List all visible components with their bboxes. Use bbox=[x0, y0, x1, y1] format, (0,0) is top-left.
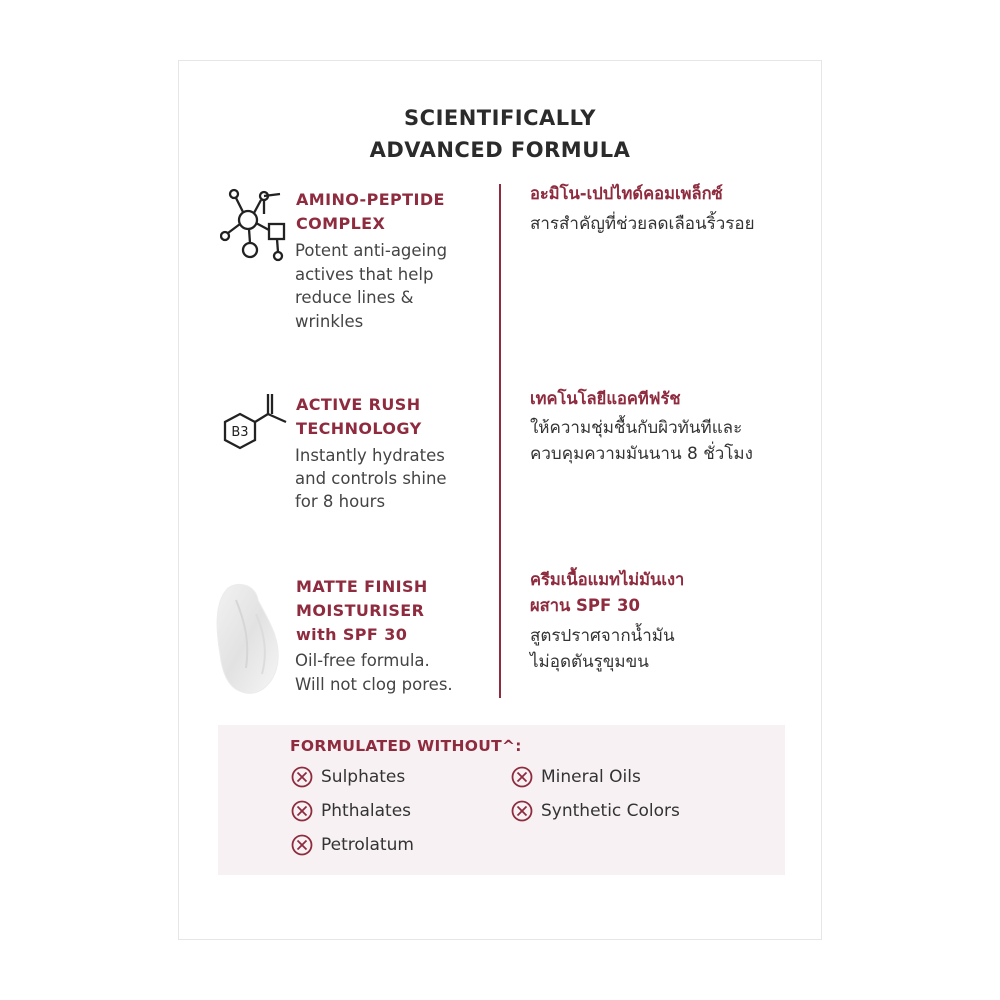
ingredient-label: Phthalates bbox=[321, 801, 412, 821]
thai-description-line: ให้ความชุ่มชื้นกับผิวทันทีและ bbox=[530, 418, 743, 438]
feature-description-line: actives that help bbox=[295, 265, 434, 284]
feature-description-line: Potent anti-ageing bbox=[295, 241, 448, 260]
cream-swatch-icon bbox=[206, 580, 286, 700]
b3-hexagon-icon bbox=[220, 392, 290, 456]
excluded-ingredient bbox=[291, 800, 411, 822]
thai-heading-line: อะมิโน-เปปไทด์คอมเพล็กซ์ bbox=[530, 184, 723, 203]
feature-heading-line: AMINO-PEPTIDE bbox=[296, 190, 445, 209]
thai-description-line: ไม่อุดตันรูขุมขน bbox=[530, 652, 649, 672]
feature-heading-line: MOISTURISER bbox=[296, 601, 425, 620]
thai-heading-line: เทคโนโลยีแอคทีฟรัช bbox=[530, 389, 681, 408]
ingredient-label: Mineral Oils bbox=[541, 767, 641, 787]
excluded-ingredient bbox=[511, 800, 680, 822]
feature-description-line: for 8 hours bbox=[295, 492, 386, 511]
feature-heading-line: ACTIVE RUSH bbox=[296, 395, 421, 414]
ingredient-label: Sulphates bbox=[321, 767, 406, 787]
column-divider bbox=[499, 184, 501, 698]
thai-heading-line: ครีมเนื้อแมทไม่มันเงา bbox=[530, 570, 685, 589]
thai-description-line: สารสำคัญที่ช่วยลดเลือนริ้วรอย bbox=[530, 214, 755, 234]
feature-description-line: wrinkles bbox=[295, 312, 364, 331]
section-title-line2: ADVANCED FORMULA bbox=[369, 138, 631, 162]
excluded-ingredient bbox=[291, 834, 414, 856]
x-circle-icon bbox=[291, 800, 313, 822]
section-title-line1: SCIENTIFICALLY bbox=[404, 106, 596, 130]
feature-heading-line: COMPLEX bbox=[296, 214, 386, 233]
feature-heading-line: MATTE FINISH bbox=[296, 577, 428, 596]
feature-description-line: Instantly hydrates bbox=[295, 446, 445, 465]
thai-description-line: สูตรปราศจากน้ำมัน bbox=[530, 626, 675, 646]
molecule-network-icon bbox=[220, 186, 292, 262]
formulated-without-title: FORMULATED WITHOUT^: bbox=[290, 737, 522, 755]
x-circle-icon bbox=[511, 766, 533, 788]
thai-description-line: ควบคุมความมันนาน 8 ชั่วโมง bbox=[530, 444, 753, 464]
x-circle-icon bbox=[291, 834, 313, 856]
ingredient-label: Petrolatum bbox=[321, 835, 414, 855]
x-circle-icon bbox=[291, 766, 313, 788]
ingredient-label: Synthetic Colors bbox=[541, 801, 680, 821]
feature-description-line: reduce lines & bbox=[295, 288, 414, 307]
excluded-ingredient bbox=[511, 766, 641, 788]
thai-heading-line: ผสาน SPF 30 bbox=[530, 596, 640, 615]
b3-label: B3 bbox=[231, 425, 249, 440]
excluded-ingredient bbox=[291, 766, 405, 788]
feature-heading-line: TECHNOLOGY bbox=[296, 419, 422, 438]
feature-description-line: Will not clog pores. bbox=[295, 675, 453, 694]
feature-description-line: and controls shine bbox=[295, 469, 447, 488]
feature-heading-line: with SPF 30 bbox=[296, 625, 408, 644]
feature-description-line: Oil-free formula. bbox=[295, 651, 430, 670]
x-circle-icon bbox=[511, 800, 533, 822]
